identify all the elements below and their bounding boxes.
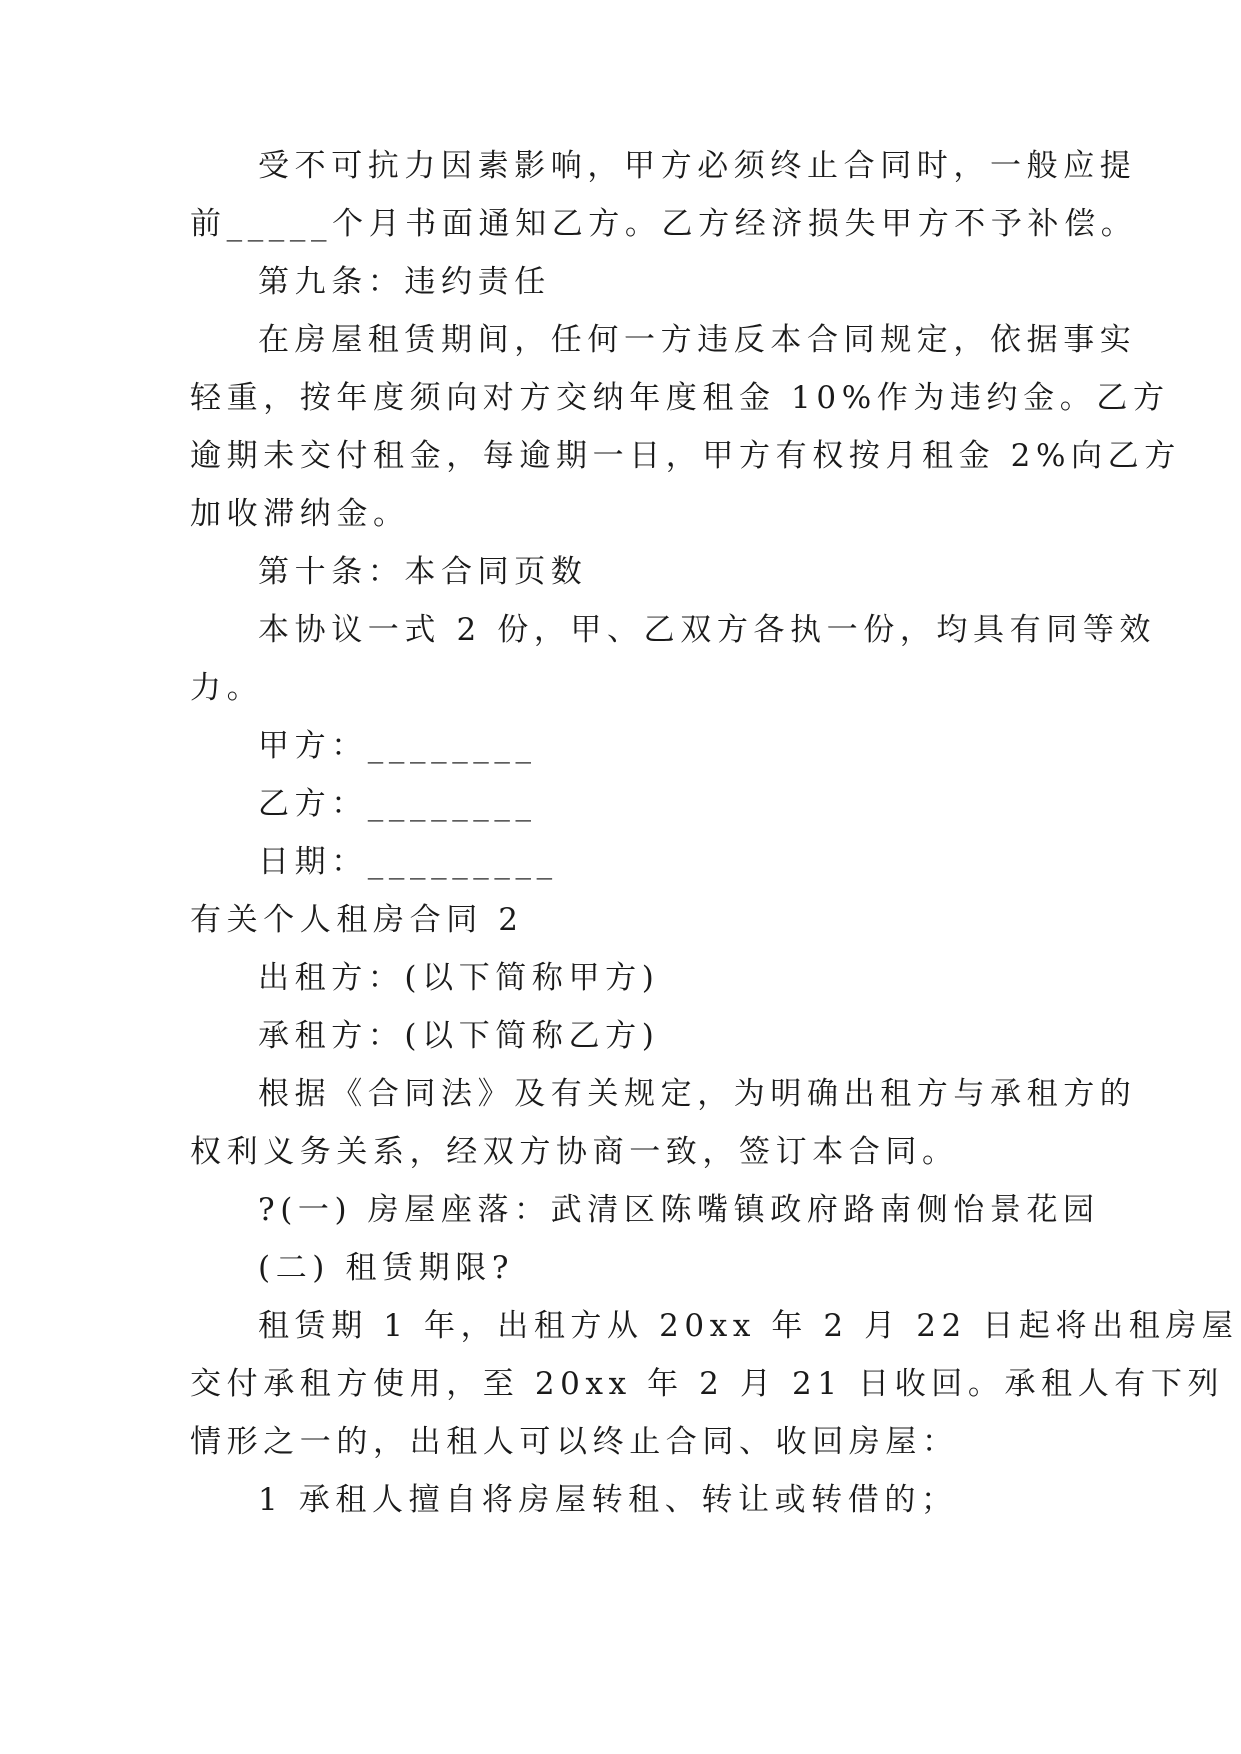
paragraph-line: 力。 [190, 670, 264, 706]
paragraph-line: 租赁期 1 年，出租方从 20xx 年 2 月 22 日起将出租房屋 [258, 1308, 1239, 1344]
clause-line: ?(一) 房屋座落：武清区陈嘴镇政府路南侧怡景花园 [258, 1192, 1100, 1228]
contract-title: 有关个人租房合同 2 [190, 902, 524, 938]
signature-line-party-a: 甲方：________ [258, 728, 537, 764]
paragraph-line: 权利义务关系，经双方协商一致，签订本合同。 [190, 1134, 959, 1170]
paragraph-line: 加收滞纳金。 [190, 496, 410, 532]
paragraph-line: 根据《合同法》及有关规定，为明确出租方与承租方的 [258, 1076, 1137, 1112]
clause-line: (二) 租赁期限? [258, 1250, 515, 1286]
party-line-lessor: 出租方：(以下简称甲方) [258, 960, 660, 996]
paragraph-line: 情形之一的，出租人可以终止合同、收回房屋： [190, 1424, 959, 1460]
section-heading: 第十条：本合同页数 [258, 554, 588, 590]
paragraph-line: 在房屋租赁期间，任何一方违反本合同规定，依据事实 [258, 322, 1137, 358]
paragraph-line: 前_____个月书面通知乙方。乙方经济损失甲方不予补偿。 [190, 206, 1138, 242]
signature-line-party-b: 乙方：________ [258, 786, 537, 822]
party-line-lessee: 承租方：(以下简称乙方) [258, 1018, 660, 1054]
list-item: 1 承租人擅自将房屋转租、转让或转借的； [258, 1482, 958, 1518]
paragraph-line: 交付承租方使用，至 20xx 年 2 月 21 日收回。承租人有下列 [190, 1366, 1225, 1402]
paragraph-line: 本协议一式 2 份，甲、乙双方各执一份，均具有同等效 [258, 612, 1157, 648]
paragraph-line: 逾期未交付租金，每逾期一日，甲方有权按月租金 2%向乙方 [190, 438, 1181, 474]
paragraph-line: 轻重，按年度须向对方交纳年度租金 10%作为违约金。乙方 [190, 380, 1170, 416]
paragraph-line: 受不可抗力因素影响，甲方必须终止合同时，一般应提 [258, 148, 1137, 184]
section-heading: 第九条：违约责任 [258, 264, 551, 300]
signature-line-date: 日期：_________ [258, 844, 558, 880]
